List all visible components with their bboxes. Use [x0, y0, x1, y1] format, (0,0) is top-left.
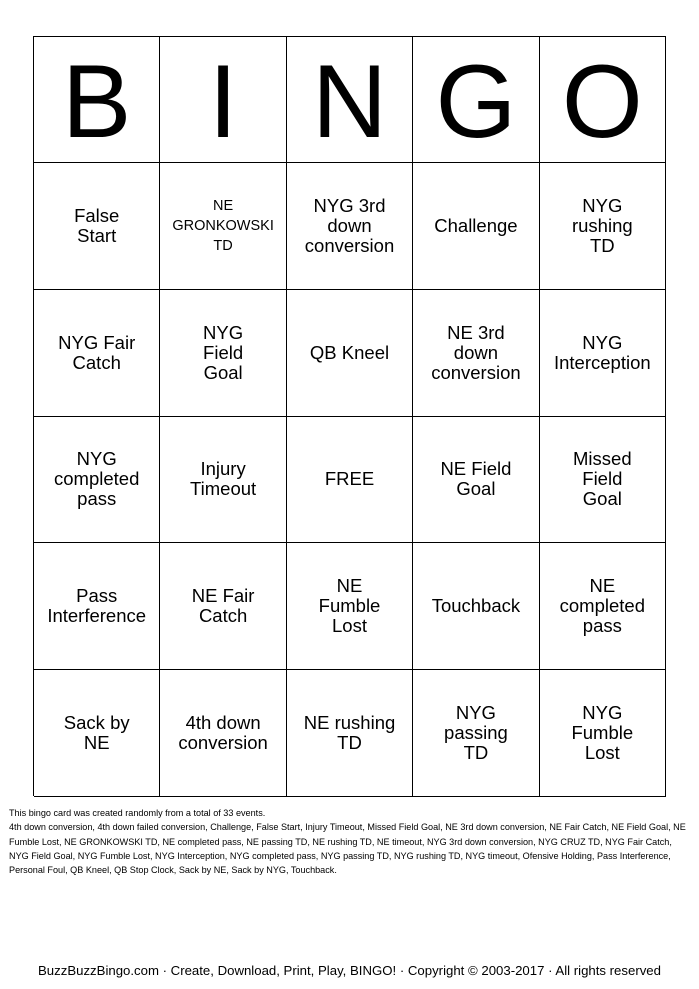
bingo-cell	[413, 417, 539, 544]
bingo-cell	[160, 290, 286, 417]
bingo-cell	[34, 543, 160, 670]
cell-text: Injury Timeout	[190, 458, 257, 500]
bingo-row-1	[34, 163, 666, 290]
bingo-cell	[540, 290, 666, 417]
bingo-cell	[540, 417, 666, 544]
header-cell-g	[413, 37, 539, 163]
header-letter: G	[435, 43, 517, 160]
cell-text: NYG Field Goal	[203, 321, 244, 383]
bingo-cell	[540, 543, 666, 670]
cell-text: NE completed pass	[559, 575, 645, 637]
event-list: 4th down conversion, 4th down failed conversion, Challenge, False Start, Injury Timeout, Missed Field Goal, NE 3rd down conversion, NE Fair Catch, NE Field Goal, NE Fumble Lost, NE GRONKOWSKI TD, NE completed pass, NE passing TD, NE rushing TD, NE timeout, NYG 3rd down conversion, NYG CRUZ TD, NYG Fair Catch, NYG Field Goal, NYG Fumble Lost, NYG Interception, NYG completed pass, NYG passing TD, NYG rushing TD, NYG timeout, Ofensive Holding, Pass Interference, Personal Foul, QB Kneel, QB Stop Clock, Sack by NE, Sack by NYG, Touchback.	[9, 822, 686, 876]
cell-text: NYG Fumble Lost	[571, 702, 634, 764]
header-cell-n	[287, 37, 413, 163]
cell-text: False Start	[74, 204, 120, 246]
cell-text: NE Fair Catch	[191, 585, 255, 627]
cell-text: Touchback	[431, 595, 521, 617]
bingo-cell	[287, 290, 413, 417]
bingo-cell	[413, 543, 539, 670]
cell-text: QB Kneel	[309, 341, 390, 363]
free-space-text: FREE	[324, 468, 375, 490]
cell-text: NE 3rd down conversion	[431, 321, 521, 383]
header-letter: I	[208, 43, 238, 160]
header-cell-o	[540, 37, 666, 163]
bingo-row-5	[34, 670, 666, 797]
bingo-cell	[540, 163, 666, 290]
bingo-cell	[34, 417, 160, 544]
header-letter: B	[62, 43, 132, 160]
cell-text: NYG passing TD	[444, 702, 508, 764]
header-cell-i	[160, 37, 286, 163]
bingo-cell	[34, 163, 160, 290]
cell-text: NE rushing TD	[303, 712, 396, 754]
bingo-cell	[160, 417, 286, 544]
cell-text: 4th down conversion	[178, 712, 268, 754]
bingo-cell	[160, 163, 286, 290]
header-letter: N	[311, 43, 388, 160]
bingo-card	[33, 36, 666, 796]
bingo-cell	[413, 290, 539, 417]
bingo-cell	[287, 543, 413, 670]
cell-text: NE Field Goal	[440, 458, 512, 500]
bingo-row-3	[34, 417, 666, 544]
cell-text: NYG 3rd down conversion	[304, 194, 395, 256]
bingo-cell	[287, 163, 413, 290]
card-info-intro: This bingo card was created randomly from a total of 33 events.	[9, 808, 266, 818]
cell-text: NE Fumble Lost	[318, 575, 381, 637]
bingo-header-row	[34, 37, 666, 163]
cell-text: Pass Interference	[47, 585, 147, 627]
bingo-row-2	[34, 290, 666, 417]
bingo-row-4	[34, 543, 666, 670]
cell-text: Sack by NE	[63, 712, 130, 754]
header-letter: O	[561, 43, 643, 160]
bingo-cell	[160, 670, 286, 797]
header-cell-b	[34, 37, 160, 163]
cell-text: Challenge	[434, 214, 518, 236]
cell-text: NE GRONKOWSKI TD	[172, 197, 274, 254]
free-space-cell	[287, 417, 413, 544]
bingo-cell	[34, 290, 160, 417]
bingo-cell	[34, 670, 160, 797]
cell-text: NYG rushing TD	[571, 194, 633, 256]
cell-text: Missed Field Goal	[573, 448, 632, 510]
cell-text: NYG Interception	[553, 331, 651, 373]
cell-text: NYG completed pass	[54, 448, 140, 510]
bingo-cell	[413, 670, 539, 797]
cell-text: NYG Fair Catch	[58, 331, 136, 373]
bingo-cell	[287, 670, 413, 797]
card-info	[9, 806, 691, 877]
bingo-cell	[413, 163, 539, 290]
bingo-cell	[540, 670, 666, 797]
bingo-cell	[160, 543, 286, 670]
footer-copyright: BuzzBuzzBingo.com · Create, Download, Print, Play, BINGO! · Copyright © 2003-2017 · All rights reserved	[38, 963, 661, 978]
